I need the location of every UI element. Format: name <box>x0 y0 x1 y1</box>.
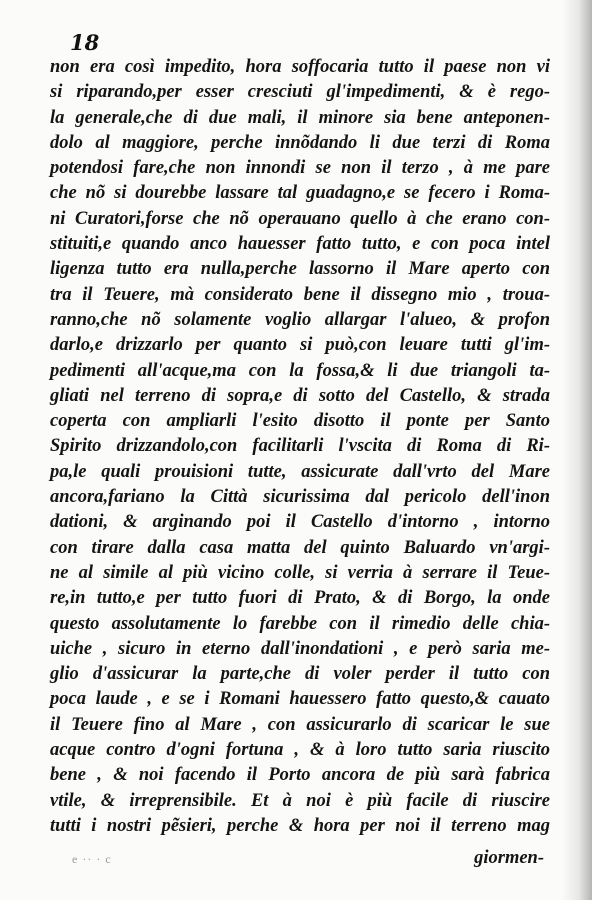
page-edge-shadow <box>562 0 592 900</box>
text-line: glio d'assicurar la parte,che di voler perder il tutto con <box>50 664 550 685</box>
text-line: gliati nel terreno di sopra,e di sotto del Castello, & strada <box>50 385 550 406</box>
text-line: potendosi fare,che non innondi se non il terzo , à me pare <box>50 158 550 179</box>
text-line: ligenza tutto era nulla,perche lassorno il Mare aperto con <box>50 259 550 280</box>
text-line: ne al simile al più vicino colle, si verria à serrare il Teue- <box>50 562 550 583</box>
text-line: ni Curatori,forse che nõ operauano quello à che erano con- <box>50 208 550 229</box>
text-line: re,in tutto,e per tutto fuori di Prato, & di Borgo, la onde <box>50 588 550 609</box>
text-line: tra il Teuere, mà considerato bene il dissegno mio , trouа- <box>50 284 550 305</box>
text-line: coperta con ampliarli l'esito disotto il ponte per Santo <box>50 411 550 432</box>
text-line: ranno,che nõ solamente voglio allargar l'alueo, & profon <box>50 309 550 330</box>
text-line: che nõ si dourebbe lassare tal guadagno,e se fecero i Roma- <box>50 183 550 204</box>
text-line: bene , & noi facendo il Porto ancora de più sarà fabrica <box>50 765 550 786</box>
text-line: questo assolutamente lo farebbe con il rimedio delle chia- <box>50 613 550 634</box>
text-line: poca laude , e se i Romani hauessero fatto questo,& cauato <box>50 689 550 710</box>
text-line: si riparando,per esser cresciuti gl'impedimenti, & è rego- <box>50 82 550 103</box>
text-line: pa,le quali prouisioni tutte, assicurate dall'vrto del Mare <box>50 461 550 482</box>
text-line: dationi, & arginando poi il Castello d'intorno , intorno <box>50 512 550 533</box>
page-number: 18 <box>70 30 100 55</box>
text-line: il Teuere fino al Mare , con assicurarlo di scaricar le sue <box>50 714 550 735</box>
text-line: dolo al maggiore, perche innõdando li due terzi di Roma <box>50 132 550 153</box>
catchword: giormen- <box>474 848 544 868</box>
text-line: non era così impedito, hora soffocaria tutto il paese non vi <box>50 57 550 77</box>
text-line: ancora,fariano la Città sicurissima dal pericolo dell'inon <box>50 487 550 508</box>
text-line: la generale,che di due mali, il minore sia bene anteponen- <box>50 107 550 128</box>
signature-mark: e ·· · c <box>72 852 112 866</box>
text-line: stituiti,e quando anco hauesser fatto tutto, e con poca intel <box>50 234 550 255</box>
text-line: uiche , sicuro in eterno dall'inondationi , e però saria me- <box>50 638 550 659</box>
text-line: pedimenti all'acque,ma con la fossa,& li due triangoli ta- <box>50 360 550 381</box>
text-line: acque contro d'ogni fortuna , & à loro tutto saria riuscito <box>50 740 550 761</box>
text-line: con tirare dalla casa matta del quinto Baluardo vn'argi- <box>50 537 550 558</box>
body-text <box>50 55 550 839</box>
text-line: vtile, & irreprensibile. Et à noi è più facile di riuscire <box>50 790 550 811</box>
text-line: tutti i nostri pẽsieri, perche & hora per noi il terreno mag <box>50 815 550 836</box>
text-line: Spirito drizzandolo,con facilitarli l'vscita di Roma di Ri- <box>50 436 550 457</box>
footer-line <box>50 848 550 874</box>
text-line: darlo,e drizzarlo per quanto si può,con leuare tutti gl'im- <box>50 335 550 356</box>
